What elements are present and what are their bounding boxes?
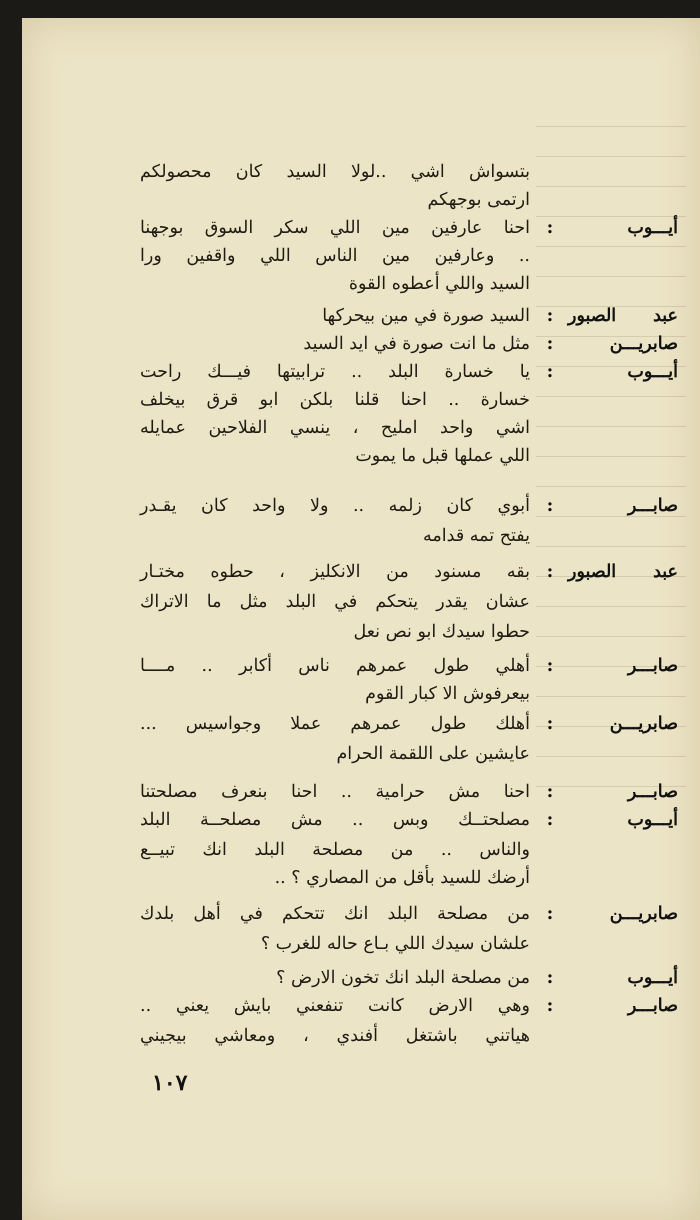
text-line: مصلحتــك وبس .. مش مصلحــة البلد	[140, 810, 530, 830]
colon: :	[546, 305, 554, 326]
text-line: بيعرفوش الا كبار القوم	[365, 684, 530, 704]
text-line: بقه مسنود من الانكليز ، حطوه مختـار	[140, 562, 530, 582]
text-line: وهي الارض كانت تنفعني بايش يعني ..	[140, 996, 530, 1016]
text-line: والناس .. من مصلحة البلد انك تبيــع	[140, 840, 530, 860]
text-line: من مصلحة البلد انك تتحكم في أهل بلدك	[140, 904, 530, 924]
text-line: هياتني باشتغل أفندي ، ومعاشي بيجيني	[140, 1026, 530, 1046]
colon: :	[546, 217, 554, 238]
colon: :	[546, 967, 554, 988]
speaker-ayyoub: أيـــوب	[627, 218, 678, 238]
speaker-saber: صابـــر	[627, 496, 678, 516]
colon: :	[546, 713, 554, 734]
colon: :	[546, 655, 554, 676]
colon: :	[546, 333, 554, 354]
colon: :	[546, 561, 554, 582]
text-line: ارتمى بوجهكم	[427, 190, 530, 210]
text-line: اللي عملها قبل ما يموت	[355, 446, 530, 466]
text-line: بتسواش اشي ..لولا السيد كان محصولكم	[140, 162, 530, 182]
colon: :	[546, 903, 554, 924]
speaker-saber: صابـــر	[627, 656, 678, 676]
text-line: حطوا سيدك ابو نص نعل	[353, 622, 530, 642]
text-line: يفتح تمه قدامه	[423, 526, 530, 546]
colon: :	[546, 995, 554, 1016]
bleed-through-text	[536, 108, 686, 808]
speaker-saber: صابـــر	[627, 782, 678, 802]
text-line: يا خسارة البلد .. ترابيتها فيـــك راحت	[140, 362, 530, 382]
text-line: من مصلحة البلد انك تخون الارض ؟	[276, 968, 530, 988]
text-line: احنا مش حرامية .. احنا بنعرف مصلحتنا	[140, 782, 530, 802]
text-line: احنا عارفين مين اللي سكر السوق بوجهنا	[140, 218, 530, 238]
speaker-abdelsabour: عبد الصبور	[568, 306, 678, 326]
text-line: .. وعارفين مين الناس اللي واقفين ورا	[140, 246, 530, 266]
text-line: مثل ما انت صورة في ايد السيد	[303, 334, 530, 354]
colon: :	[546, 781, 554, 802]
text-line: عايشين على اللقمة الحرام	[336, 744, 530, 764]
speaker-ayyoub: أيـــوب	[627, 810, 678, 830]
colon: :	[546, 809, 554, 830]
speaker-sabrein: صابريـــن	[609, 904, 678, 924]
page-number: ١٠٧	[152, 1070, 188, 1096]
colon: :	[546, 361, 554, 382]
text-line: خسارة .. احنا قلنا بلكن ابو قرق بيخلف	[140, 390, 530, 410]
speaker-abdelsabour: عبد الصبور	[568, 562, 678, 582]
text-line: أرضك للسيد بأقل من المصاري ؟ ..	[274, 868, 530, 888]
colon: :	[546, 495, 554, 516]
text-line: أبوي كان زلمه .. ولا واحد كان يقـدر	[140, 496, 530, 516]
text-line: عشان يقدر يتحكم في البلد مثل ما الاتراك	[140, 592, 530, 612]
text-line: أهلك طول عمرهم عملا وجواسيس ...	[140, 714, 530, 734]
speaker-sabrein: صابريـــن	[609, 714, 678, 734]
speaker-ayyoub: أيـــوب	[627, 362, 678, 382]
speaker-sabrein: صابريـــن	[609, 334, 678, 354]
text-line: السيد صورة في مين بيحركها	[322, 306, 530, 326]
book-page	[22, 18, 700, 1220]
text-line: السيد واللي أعطوه القوة	[348, 274, 530, 294]
speaker-ayyoub: أيـــوب	[627, 968, 678, 988]
text-line: أهلي طول عمرهم ناس أكابر .. مــــا	[140, 656, 530, 676]
text-line: علشان سيدك اللي بـاع حاله للغرب ؟	[260, 934, 530, 954]
text-line: اشي واحد امليح ، ينسي الفلاحين عمايله	[140, 418, 530, 438]
speaker-saber: صابـــر	[627, 996, 678, 1016]
